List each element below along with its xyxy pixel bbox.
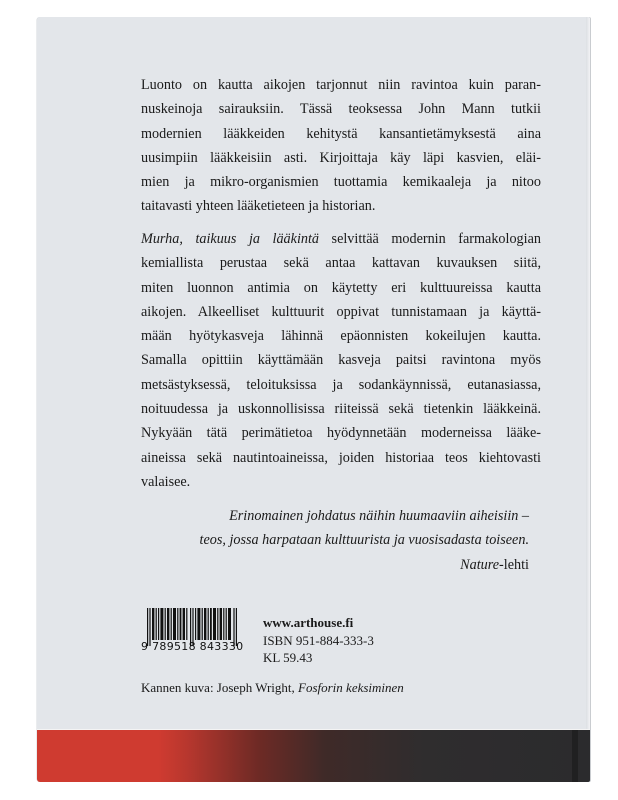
publisher-info xyxy=(263,614,374,667)
quote-source-italic: Nature xyxy=(460,556,500,573)
blurb-line: uusimpiin lääkkeisiin asti. Kirjoittaja käy läpi kasvien, eläi- xyxy=(141,149,541,166)
blurb-line-rest: selvittää modernin farmakologian xyxy=(319,231,541,247)
blurb-line: valaisee. xyxy=(141,473,191,490)
book-title-italic: Murha, taikuus ja lääkintä xyxy=(141,231,320,247)
book-back-cover xyxy=(37,17,590,782)
cover-credit xyxy=(141,680,404,696)
library-classification: KL 59.43 xyxy=(263,650,313,665)
blurb-line: Nykyään tätä perimätietoa hyödynnetään moderneissa lääke- xyxy=(141,425,541,442)
blurb-line: taitavasti yhteen lääketieteen ja historian. xyxy=(141,198,376,215)
blurb-line: Samalla opittiin käyttämään kasveja paitsi ravintona myös xyxy=(141,352,541,369)
blurb-line: aineissa sekä nautintoaineissa, joiden historiaa teos kiehtovasti xyxy=(141,449,541,466)
blurb-line: miten luonnon antimia on käytetty eri kulttuureissa kautta xyxy=(141,279,541,296)
book-edge xyxy=(586,17,590,782)
blurb-line: Luonto on kautta aikojen tarjonnut niin ravintoa kuin paran- xyxy=(141,77,541,93)
blurb-paragraph-2 xyxy=(141,227,541,494)
blurb-line: nuskeinoja sairauksiin. Tässä teoksessa John Mann tutkii xyxy=(141,101,541,118)
quote-source xyxy=(137,553,529,577)
blurb-line: noituudessa ja uskonnollisissa riiteissä sekä tietenkin lääkkeinä. xyxy=(141,401,541,418)
review-quote xyxy=(137,504,529,577)
blurb-line: mään hyötykasveja lähinnä epäonnisten kokeilujen kautta. xyxy=(141,328,541,345)
publisher-url: www.arthouse.fi xyxy=(263,615,354,630)
red-black-gradient-band xyxy=(37,729,590,782)
isbn-number: ISBN 951-884-333-3 xyxy=(263,632,374,648)
blurb-line: modernien lääkkeiden kehitystä kansantietämyksestä aina xyxy=(141,125,541,142)
blurb-paragraph-1 xyxy=(141,73,541,219)
blurb-first-line xyxy=(141,227,541,251)
blurb-line: kemiallista perustaa sekä antaa kattavan kuvauksen siitä, xyxy=(141,255,541,272)
quote-line: teos, jossa harpataan kulttuurista ja vuosisadasta toiseen. xyxy=(199,532,529,549)
quote-source-rest: -lehti xyxy=(499,556,529,573)
spine-shade xyxy=(572,730,578,782)
cover-credit-label: Kannen kuva: Joseph Wright, xyxy=(141,680,299,695)
blurb-line: aikojen. Alkeelliset kulttuurit oppivat tunnistamaan ja käyttä- xyxy=(141,303,541,320)
quote-line: Erinomainen johdatus näihin huumaaviin aiheisiin – xyxy=(229,508,529,524)
barcode-digits: 9 789518 843330 xyxy=(141,640,244,653)
blurb-line: metsästyksessä, teloituksissa ja sodankäynnissä, eutanasiassa, xyxy=(141,376,541,393)
blurb-line: mien ja mikro-organismien tuottamia kemikaaleja ja nitoo xyxy=(141,174,541,191)
isbn-barcode xyxy=(141,608,244,654)
cover-artwork-title: Fosforin keksiminen xyxy=(298,680,404,695)
